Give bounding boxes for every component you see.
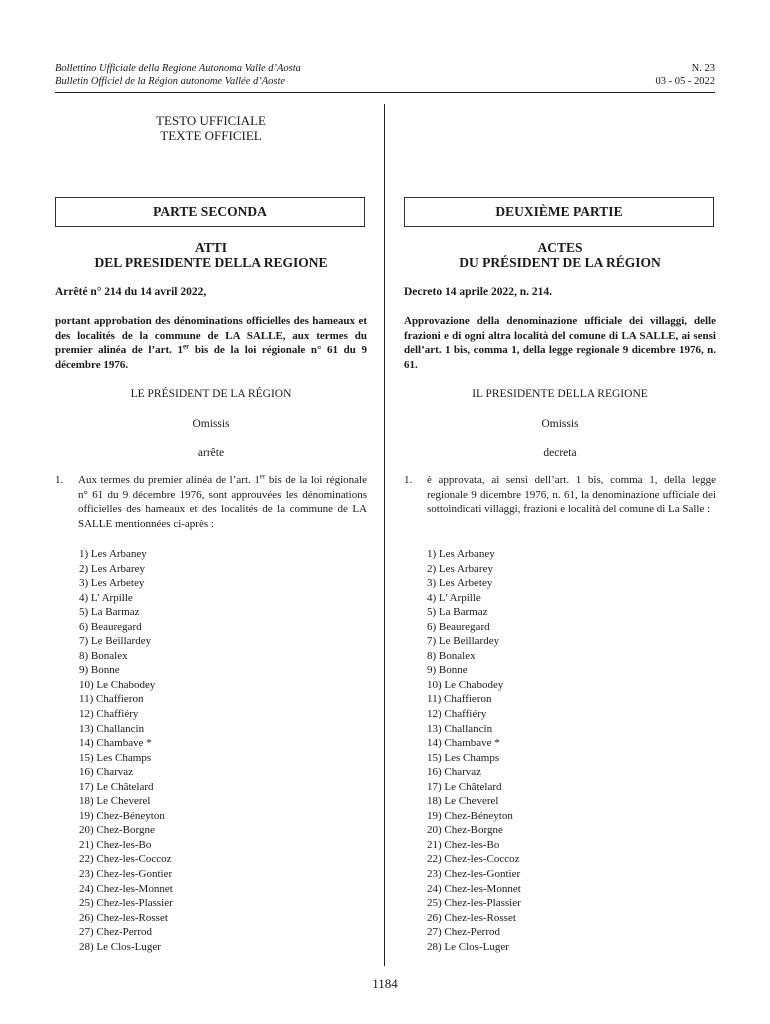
place-list-item: 22) Chez-les-Coccoz: [427, 853, 520, 866]
bulletin-title-it: Bollettino Ufficiale della Regione Autonoma Valle d’Aosta: [55, 63, 301, 74]
article-text-right: è approvata, ai sensi dell’art. 1 bis, comma 1, della legge regionale 9 dicembre 1976, n. 61, la denominazione ufficiale dei sottoindicati villaggi, frazioni e località del comune di La Salle :: [427, 474, 716, 516]
place-list-item: 28) Le Clos-Luger: [427, 940, 509, 953]
place-list-item: 9) Bonne: [427, 664, 468, 677]
place-list-item: 2) Les Arbarey: [79, 562, 145, 575]
column-divider: [384, 104, 385, 966]
place-list-item: 15) Les Champs: [427, 751, 500, 764]
article-text-left: [78, 473, 367, 531]
place-list-item: 11) Chaffieron: [427, 693, 492, 706]
section-heading-right-line2: DU PRÉSIDENT DE LA RÉGION: [459, 255, 661, 270]
issue-date: 03 - 05 - 2022: [655, 76, 715, 87]
place-list-item: 17) Le Châtelard: [427, 780, 502, 793]
place-list-item: 11) Chaffieron: [79, 693, 144, 706]
article-left-part2: bis de la loi régionale n° 61 du 9 décembre 1976, sont approuvées les dénominations officielles des hameaux et des localités de la commune de LA SALLE mentionnées ci-après :: [78, 474, 367, 530]
place-list-item: 19) Chez-Béneyton: [79, 809, 165, 822]
place-list-item: 6) Beauregard: [427, 620, 490, 633]
section-heading-left-line2: DEL PRESIDENTE DELLA REGIONE: [94, 255, 328, 270]
place-list-item: 8) Bonalex: [427, 649, 476, 662]
place-list-item: 16) Charvaz: [427, 766, 482, 779]
place-list-item: 13) Challancin: [79, 722, 145, 735]
place-list-item: 14) Chambave *: [427, 737, 500, 750]
place-list-item: 4) L’ Arpille: [79, 591, 133, 604]
place-list-item: 17) Le Châtelard: [79, 780, 154, 793]
place-list-item: 20) Chez-Borgne: [427, 824, 503, 837]
place-list-item: 28) Le Clos-Luger: [79, 940, 161, 953]
place-list-item: 24) Chez-les-Monnet: [79, 882, 173, 895]
place-list-item: 21) Chez-les-Bo: [427, 838, 500, 851]
verb-left: arrête: [197, 447, 225, 459]
section-heading-left-line1: ATTI: [194, 240, 227, 255]
omissis-left: Omissis: [192, 418, 230, 430]
article-number-left: 1.: [55, 474, 64, 486]
page-number: 1184: [372, 976, 398, 991]
place-list-item: 3) Les Arbetey: [427, 577, 493, 590]
subject-left-sup: er: [183, 342, 190, 351]
authority-left: LE PRÉSIDENT DE LA RÉGION: [130, 388, 292, 400]
place-list-item: 25) Chez-les-Plassier: [79, 897, 173, 910]
place-list-item: 21) Chez-les-Bo: [79, 838, 152, 851]
place-list-item: 7) Le Beillardey: [427, 635, 500, 648]
part-box-left: [55, 197, 365, 227]
place-list-item: 14) Chambave *: [79, 737, 152, 750]
place-list-item: 20) Chez-Borgne: [79, 824, 155, 837]
header-divider: [55, 92, 715, 93]
issue-number: N. 23: [691, 63, 715, 74]
place-list-item: 18) Le Cheverel: [427, 795, 499, 808]
article-paragraph-left: [55, 473, 367, 531]
place-list-right: [427, 547, 521, 954]
place-list-item: 26) Chez-les-Rosset: [79, 911, 168, 924]
place-list-item: 2) Les Arbarey: [427, 562, 493, 575]
place-list-item: 12) Chaffiéry: [79, 708, 139, 721]
texte-officiel: TEXTE OFFICIEL: [160, 128, 262, 143]
article-number-right: 1.: [404, 474, 413, 486]
place-list-item: 24) Chez-les-Monnet: [427, 882, 521, 895]
place-list-item: 12) Chaffiéry: [427, 708, 487, 721]
section-heading-right-line1: ACTES: [537, 240, 583, 255]
place-list-item: 27) Chez-Perrod: [79, 926, 153, 939]
place-list-item: 1) Les Arbaney: [79, 548, 147, 560]
section-heading-right: [404, 240, 716, 270]
subject-left-part2: bis de la loi régionale n° 61 du 9 décembre 1976.: [55, 344, 367, 371]
place-list-item: 10) Le Chabodey: [79, 678, 156, 691]
part-title-left: PARTE SECONDA: [153, 204, 267, 219]
place-list-item: 13) Challancin: [427, 722, 493, 735]
place-list-item: 15) Les Champs: [79, 751, 152, 764]
place-list-item: 19) Chez-Béneyton: [427, 809, 513, 822]
verb-right: decreta: [543, 447, 577, 459]
place-list-item: 6) Beauregard: [79, 620, 142, 633]
place-list-item: 18) Le Cheverel: [79, 795, 151, 808]
place-list-item: 16) Charvaz: [79, 766, 134, 779]
issue-info: [656, 62, 716, 88]
decree-title-right: Decreto 14 aprile 2022, n. 214.: [404, 286, 552, 298]
part-title-right: DEUXIÈME PARTIE: [495, 204, 623, 219]
place-list-item: 8) Bonalex: [79, 649, 128, 662]
testo-ufficiale: TESTO UFFICIALE: [156, 113, 266, 128]
place-list-item: 25) Chez-les-Plassier: [427, 897, 521, 910]
place-list-item: 3) Les Arbetey: [79, 577, 145, 590]
article-left-sup: er: [259, 472, 266, 481]
place-list-item: 7) Le Beillardey: [79, 635, 152, 648]
place-list-item: 5) La Barmaz: [79, 606, 140, 619]
place-list-item: 23) Chez-les-Gontier: [79, 868, 173, 881]
decree-subject-left: [55, 314, 367, 372]
section-heading-left: [55, 240, 367, 270]
place-list-item: 27) Chez-Perrod: [427, 926, 501, 939]
decree-subject-right: Approvazione della denominazione ufficiale dei villaggi, delle frazioni e di ogni altra località del comune di LA SALLE, ai sensi dell’art. 1 bis, comma 1, della legge regionale 9 dicembre 1976, n. 61.: [404, 315, 716, 371]
subject-left-part1: portant approbation des dénominations officielles des hameaux et des localités de la commune de LA SALLE, aux termes du premier alinéa de l’art. 1: [55, 315, 367, 357]
official-text-heading: [55, 113, 367, 143]
part-box-right: [404, 197, 714, 227]
place-list-item: 1) Les Arbaney: [427, 548, 495, 560]
article-left-part1: Aux termes du premier alinéa de l’art. 1: [78, 474, 260, 486]
omissis-right: Omissis: [541, 418, 579, 430]
place-list-item: 22) Chez-les-Coccoz: [79, 853, 172, 866]
bulletin-title: [55, 62, 301, 88]
article-paragraph-right: [404, 473, 716, 517]
decree-title-left: Arrêté n° 214 du 14 avril 2022,: [55, 286, 207, 298]
place-list-item: 23) Chez-les-Gontier: [427, 868, 521, 881]
authority-right: IL PRESIDENTE DELLA REGIONE: [472, 388, 648, 400]
place-list-item: 5) La Barmaz: [427, 606, 488, 619]
place-list-item: 4) L’ Arpille: [427, 591, 481, 604]
place-list-left: [79, 547, 173, 954]
place-list-item: 9) Bonne: [79, 664, 120, 677]
place-list-item: 10) Le Chabodey: [427, 678, 504, 691]
place-list-item: 26) Chez-les-Rosset: [427, 911, 516, 924]
bulletin-title-fr: Bulletin Officiel de la Région autonome Vallée d’Aoste: [55, 76, 286, 87]
